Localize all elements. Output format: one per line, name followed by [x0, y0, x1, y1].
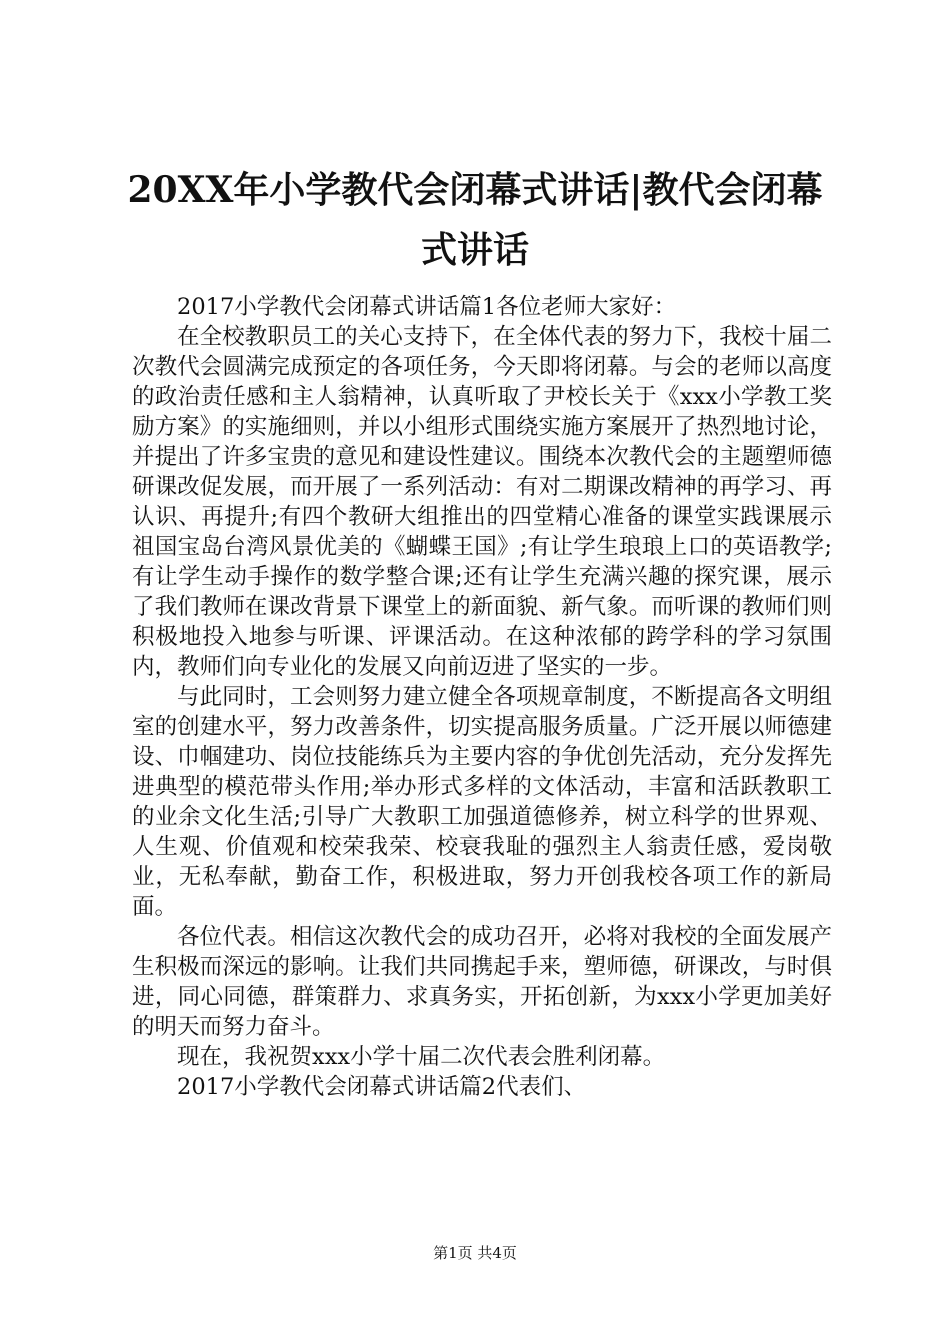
paragraph-3: 各位代表。相信这次教代会的成功召开，必将对我校的全面发展产生积极而深远的影响。让我们共同携起手来，塑师德，研课改，与时俱进，同心同德，群策群力、求真务实，开拓创新，为xxx小学更加美好的明天而努力奋斗。: [132, 924, 832, 1040]
paragraph-5: 2017小学教代会闭幕式讲话篇2代表们、: [177, 1074, 587, 1100]
paragraph-intro: 2017小学教代会闭幕式讲话篇1各位老师大家好：: [177, 294, 677, 320]
paragraph-2: 与此同时，工会则努力建立健全各项规章制度，不断提高各文明组室的创建水平，努力改善条件，切实提高服务质量。广泛开展以师德建设、巾帼建功、岗位技能练兵为主要内容的争优创先活动，充分发挥先进典型的模范带头作用;举办形式多样的文体活动，丰富和活跃教职工的业余文化生活;引导广大教职工加强道德修养，树立科学的世界观、人生观、价值观和校荣我荣、校衰我耻的强烈主人翁责任感，爱岗敬业，无私奉献，勤奋工作，积极进取，努力开创我校各项工作的新局面。: [132, 684, 832, 920]
document-title: 20XX年小学教代会闭幕式讲话|教代会闭幕式讲话: [127, 169, 823, 271]
paragraph-1: 在全校教职员工的关心支持下，在全体代表的努力下，我校十届二次教代会圆满完成预定的各项任务，今天即将闭幕。与会的老师以高度的政治责任感和主人翁精神，认真听取了尹校长关于《xxx小学教工奖励方案》的实施细则，并以小组形式围绕实施方案展开了热烈地讨论，并提出了许多宝贵的意见和建设性建议。围绕本次教代会的主题塑师德研课改促发展，而开展了一系列活动：有对二期课改精神的再学习、再认识、再提升;有四个教研大组推出的四堂精心准备的课堂实践课展示祖国宝岛台湾风景优美的《蝴蝶王国》;有让学生琅琅上口的英语教学;有让学生动手操作的数学整合课;还有让学生充满兴趣的探究课，展示了我们教师在课改背景下课堂上的新面貌、新气象。而听课的教师们则积极地投入地参与听课、评课活动。在这种浓郁的跨学科的学习氛围内，教师们向专业化的发展又向前迈进了坚实的一步。: [132, 324, 832, 680]
page-number-footer: 第1页 共4页: [433, 1244, 517, 1262]
document-body: [132, 292, 832, 1102]
paragraph-4: 现在，我祝贺xxx小学十届二次代表会胜利闭幕。: [177, 1044, 666, 1070]
